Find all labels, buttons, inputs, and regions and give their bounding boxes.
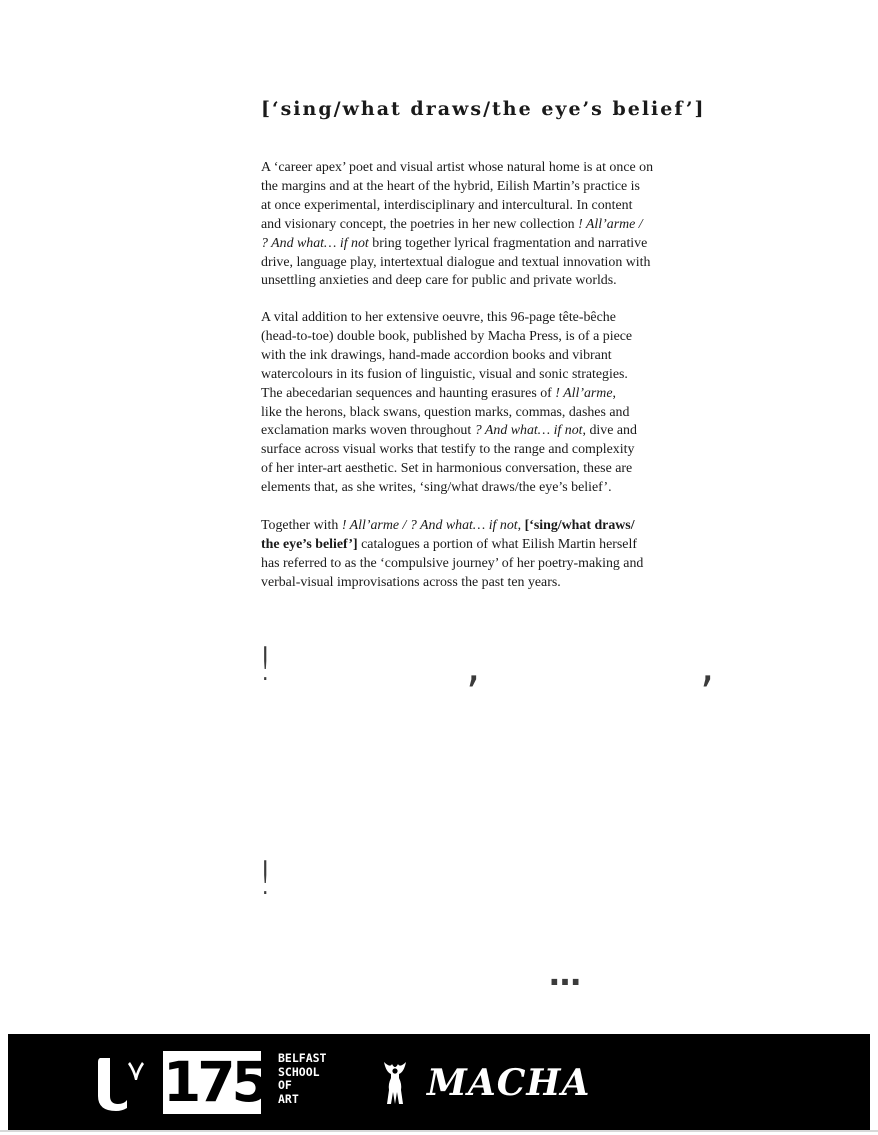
text-run: at once experimental, interdisciplinary and intercultural. In content: [261, 197, 633, 213]
text-run: verbal-visual improvisations across the past ten years.: [261, 574, 561, 590]
text-run: ,: [612, 385, 616, 401]
intro-paragraph: [261, 159, 691, 291]
text-line: [261, 404, 691, 423]
text-line: [261, 347, 691, 366]
text-run: (head-to-toe) double book, published by Macha Press, is of a piece: [261, 328, 633, 344]
anniversary-175-logo: 175: [163, 1050, 266, 1114]
text-run: surface across visual works that testify to the range and complexity: [261, 442, 635, 458]
bold-text: the eye’s belief’]: [261, 536, 358, 552]
text-run: exclamation marks woven throughout: [261, 423, 475, 439]
text-run: ,: [517, 518, 525, 533]
text-run: the margins and at the heart of the hybrid, Eilish Martin’s practice is: [261, 178, 640, 194]
text-line: [261, 178, 691, 197]
text-line: [261, 441, 691, 460]
text-line: [261, 216, 691, 235]
text-run: catalogues a portion of what Eilish Martin herself: [357, 536, 637, 552]
bold-text: [‘sing/what draws/: [524, 518, 635, 533]
text-run: elements that, as she writes, ‘sing/what draws/the eye’s belief’.: [261, 480, 612, 496]
text-line: [261, 574, 691, 593]
text-line: [261, 309, 691, 328]
text-line: [261, 235, 691, 254]
macha-press-wordmark: MACHA: [427, 1062, 591, 1104]
italic-text: ! All’arme: [555, 385, 613, 401]
ellipsis-mark: …: [549, 955, 582, 993]
text-line: [261, 517, 691, 536]
exclamation-mark-bottom: !: [256, 851, 275, 905]
footer-logo-bar: [8, 1034, 870, 1130]
text-run: bring together lyrical fragmentation and narrative: [368, 235, 648, 251]
text-run: of her inter-art aesthetic. Set in harmonious conversation, these are: [261, 461, 633, 477]
text-line: [261, 479, 691, 498]
text-run: watercolours in its fusion of linguistic, visual and sonic strategies.: [261, 366, 628, 382]
text-run: , dive and: [582, 423, 637, 439]
school-line: SCHOOL: [278, 1064, 320, 1079]
text-run: and visionary concept, the poetries in her new collection: [261, 216, 579, 232]
text-run: A ‘career apex’ poet and visual artist whose natural home is at once on: [261, 160, 654, 175]
exclamation-mark-top: !: [256, 637, 275, 691]
body-paragraph: [261, 309, 691, 498]
school-line: ART: [278, 1091, 299, 1106]
text-line: [261, 254, 691, 273]
text-line: [261, 159, 691, 178]
text-run: with the ink drawings, hand-made accordion books and vibrant: [261, 347, 612, 363]
bottom-divider: [0, 1130, 878, 1132]
comma-mark-left: ,: [466, 638, 481, 692]
text-line: [261, 328, 691, 347]
macha-figure-icon: [380, 1060, 410, 1106]
closing-paragraph: [261, 517, 691, 593]
text-run: A vital addition to her extensive oeuvre, this 96-page tête-bêche: [261, 310, 616, 325]
italic-text: ! All’arme / ? And what… if not: [341, 518, 518, 533]
ulster-university-logo-icon: [94, 1054, 146, 1112]
text-run: Together with: [261, 518, 342, 533]
italic-text: ! All’arme /: [578, 216, 643, 232]
text-run: drive, language play, intertextual dialogue and textual innovation with: [261, 254, 651, 270]
text-line: [261, 555, 691, 574]
comma-mark-right: ,: [700, 638, 715, 692]
text-line: [261, 272, 691, 291]
text-run: like the herons, black swans, question marks, commas, dashes and: [261, 404, 630, 420]
text-run: unsettling anxieties and deep care for public and private worlds.: [261, 273, 617, 289]
italic-text: ? And what… if not: [261, 235, 369, 251]
italic-text: ? And what… if not: [474, 423, 583, 439]
school-line: OF: [278, 1078, 292, 1092]
text-run: The abecedarian sequences and haunting erasures of: [261, 385, 556, 401]
text-line: [261, 366, 691, 385]
text-line: [261, 422, 691, 441]
school-line: BELFAST: [278, 1051, 327, 1065]
text-line: [261, 385, 691, 404]
text-line: [261, 536, 691, 555]
page-title: [‘sing/what draws/the eye’s belief’]: [261, 98, 706, 120]
belfast-school-of-art-wordmark: [278, 1052, 338, 1106]
text-run: has referred to as the ‘compulsive journey’ of her poetry-making and: [261, 555, 644, 571]
text-line: [261, 197, 691, 216]
text-line: [261, 460, 691, 479]
